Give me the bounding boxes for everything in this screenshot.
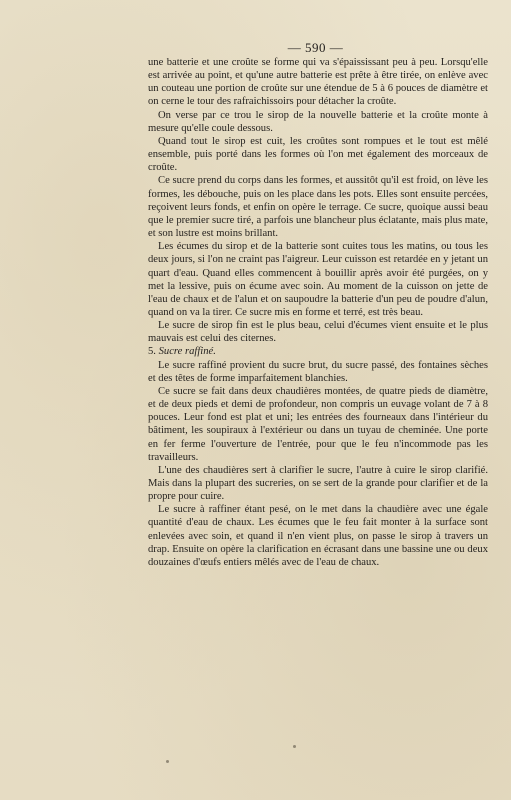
paragraph: une batterie et une croûte se forme qui va s'épaississant peu à peu. Lorsqu'elle est arrivée au point, et qu'une autre batterie est prête à être tirée, on enlève avec un couteau une portion de croûte sur une étendue de 5 à 6 pouces de diamètre et on cerne le tour des rafraichissoirs pour détacher la croûte. (148, 57, 488, 108)
section-title: Sucre raffiné. (158, 346, 216, 358)
page-number: — 590 — (287, 40, 344, 55)
section-number: 5. (148, 346, 156, 358)
paragraph: Le sucre raffiné provient du sucre brut, du sucre passé, des fontaines sèches et des têtes de forme imparfaitement blanchies. (148, 359, 488, 384)
paper-speck (166, 760, 169, 763)
paragraph: Ce sucre se fait dans deux chaudières montées, de quatre pieds de diamètre, et de deux pieds et demi de profondeur, non compris un euvage volant de 7 à 8 pouces. Leur fond est plat et uni; les entrées des fourneaux dans l'intérieur du bâtiment, les soupiraux à l'extérieur ou dans un tuyau de cheminée. Une porte en fer ferme l'ouverture de l'entrée, pour que le feu n'incommode pas les travailleurs. (148, 385, 488, 463)
paragraph: Quand tout le sirop est cuit, les croûtes sont rompues et le tout est mêlé ensemble, puis porté dans les formes où l'on met également des morceaux de croûte. (148, 135, 488, 174)
paper-speck (293, 745, 296, 748)
paragraph: Le sucre à raffiner étant pesé, on le met dans la chaudière avec une égale quantité d'eau de chaux. Les écumes que le feu fait monter à la surface sont enlevées avec soin, et quand il n'en vient plus, on passe le sirop à travers un drap. Ensuite on opère la clarification en écrasant dans une bassine une ou deux douzaines d'œufs entiers mêlés avec de l'eau de chaux. (148, 504, 488, 568)
body-text (148, 56, 488, 569)
paragraph: Les écumes du sirop et de la batterie sont cuites tous les matins, ou tous les deux jours, si l'on ne craint pas l'aigreur. Leur cuisson est retardée en y jetant un quart d'eau. Quand elles commencent à bouillir après avoir été purgées, on y met la lessive, puis on écume avec soin. Au moment de la cuisson on jette de l'eau de chaux et de l'alun et on saupoudre la batterie d'un peu de poudre d'alun, quand on va la tirer. Ce sucre mis en forme et terré, est très beau. (148, 241, 488, 318)
paragraph: On verse par ce trou le sirop de la nouvelle batterie et la croûte monte à mesure qu'elle coule dessous. (148, 109, 488, 134)
paragraph: Le sucre de sirop fin est le plus beau, celui d'écumes vient ensuite et le plus mauvais est celui des citernes. (148, 320, 488, 345)
section-heading (148, 345, 488, 358)
paragraph: Ce sucre prend du corps dans les formes, et aussitôt qu'il est froid, on lève les formes, les débouche, puis on les place dans les pots. Elles sont ensuite percées, reçoivent leurs fonds, et enfin on opère le terrage. Ce sucre, quoique aussi beau que le premier sucre tiré, a parfois une blancheur plus éclatante, mais plus mate, et son lustre est moins brillant. (148, 175, 488, 240)
paragraph: L'une des chaudières sert à clarifier le sucre, l'autre à cuire le sirop clarifié. Mais dans la plupart des sucreries, on se sert de la grande pour clarifier et de la propre pour cuire. (148, 464, 488, 503)
